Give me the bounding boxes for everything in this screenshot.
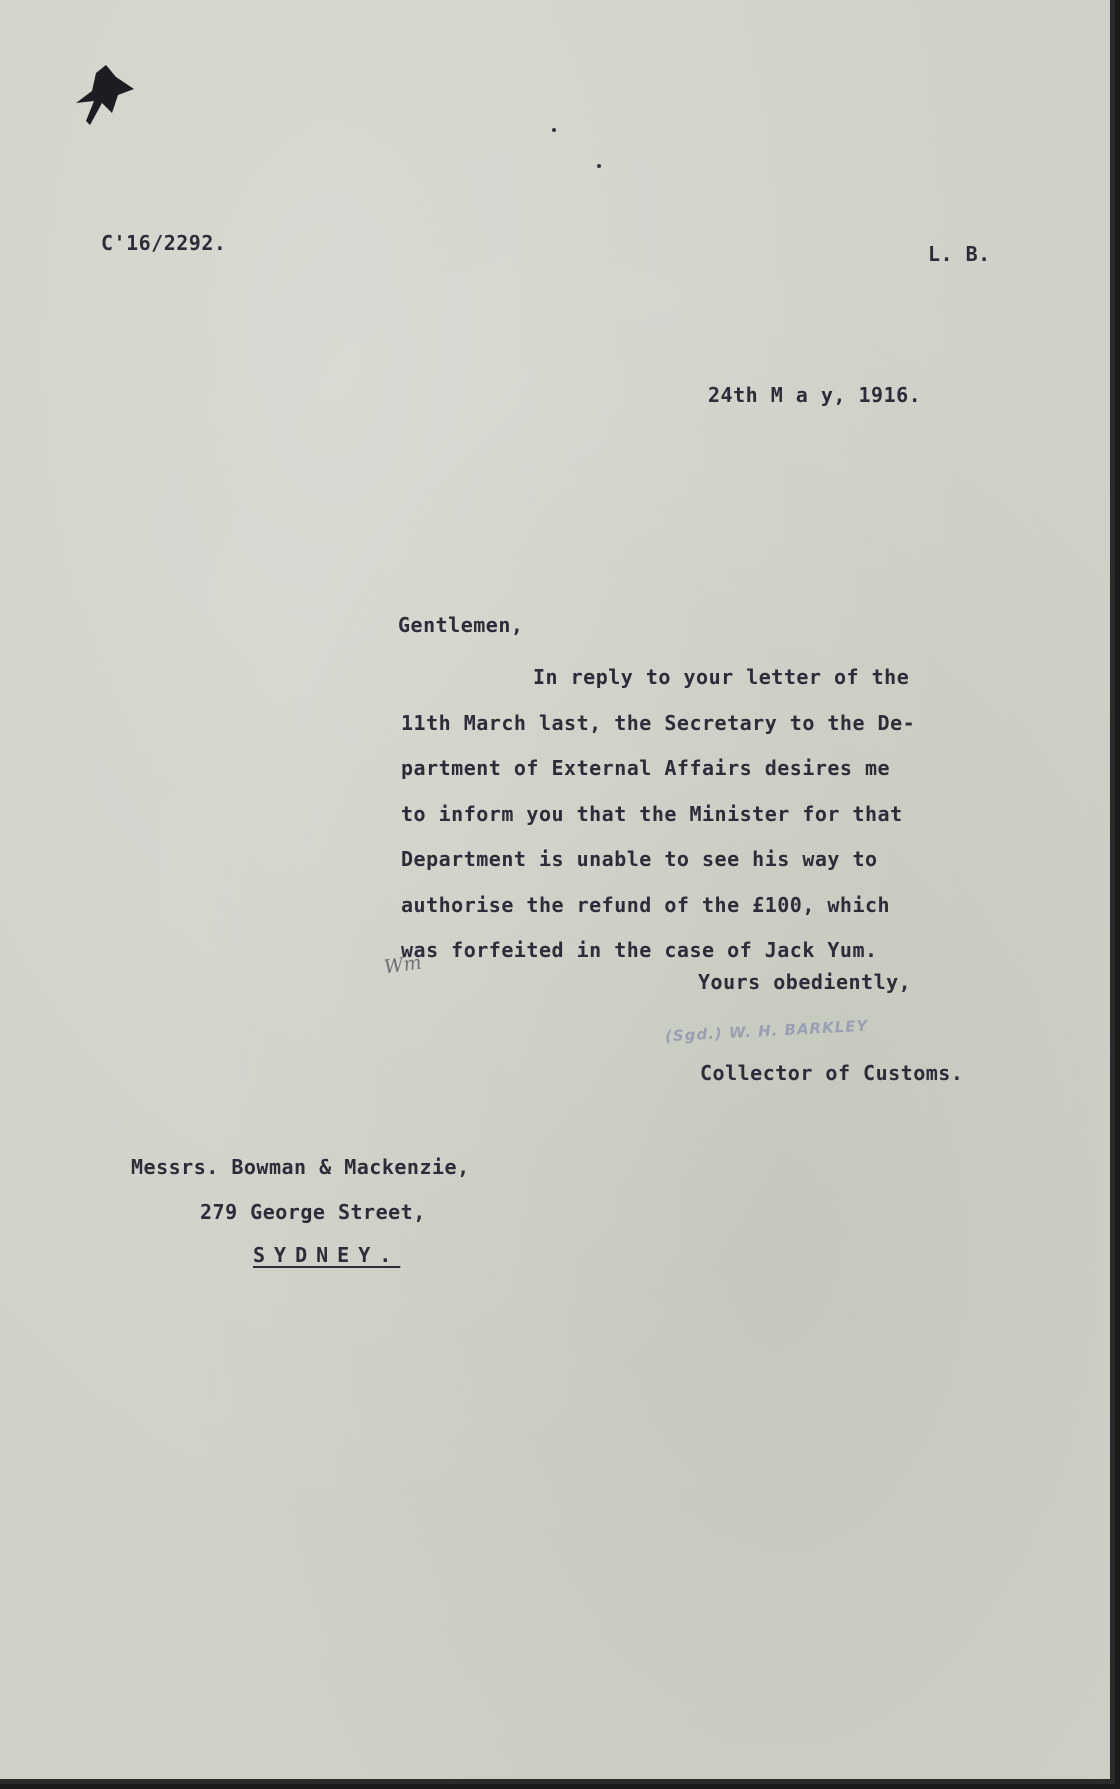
body-line: In reply to your letter of the [533,665,910,689]
body-line: Department is unable to see his way to [401,847,878,871]
handwritten-initials: Wm [382,951,423,979]
letter-body [401,655,1001,974]
body-line: to inform you that the Minister for that [401,801,903,826]
tag-mark-icon [72,63,138,127]
letter-date: 24th M a y, 1916. [708,383,922,407]
address-recipient: Messrs. Bowman & Mackenzie, [131,1155,470,1179]
address-city: SYDNEY. [253,1243,401,1267]
body-line: 11th March last, the Secretary to the De- [401,710,916,735]
reference-initials: L. B. [928,242,991,266]
ink-speck [552,128,556,132]
body-line: authorise the refund of the £100, which [401,892,891,917]
address-street: 279 George Street, [200,1200,426,1224]
body-line: partment of External Affairs desires me [401,756,891,780]
salutation: Gentlemen, [398,613,524,637]
reference-number: C'16/2292. [101,231,227,255]
signature-stamp: (Sgd.) W. H. BARKLEY [664,1016,869,1046]
closing: Yours obediently, [698,970,912,994]
body-line: was forfeited in the case of Jack Yum. [401,938,878,962]
signatory-title: Collector of Customs. [700,1061,964,1085]
ink-speck [597,164,601,168]
